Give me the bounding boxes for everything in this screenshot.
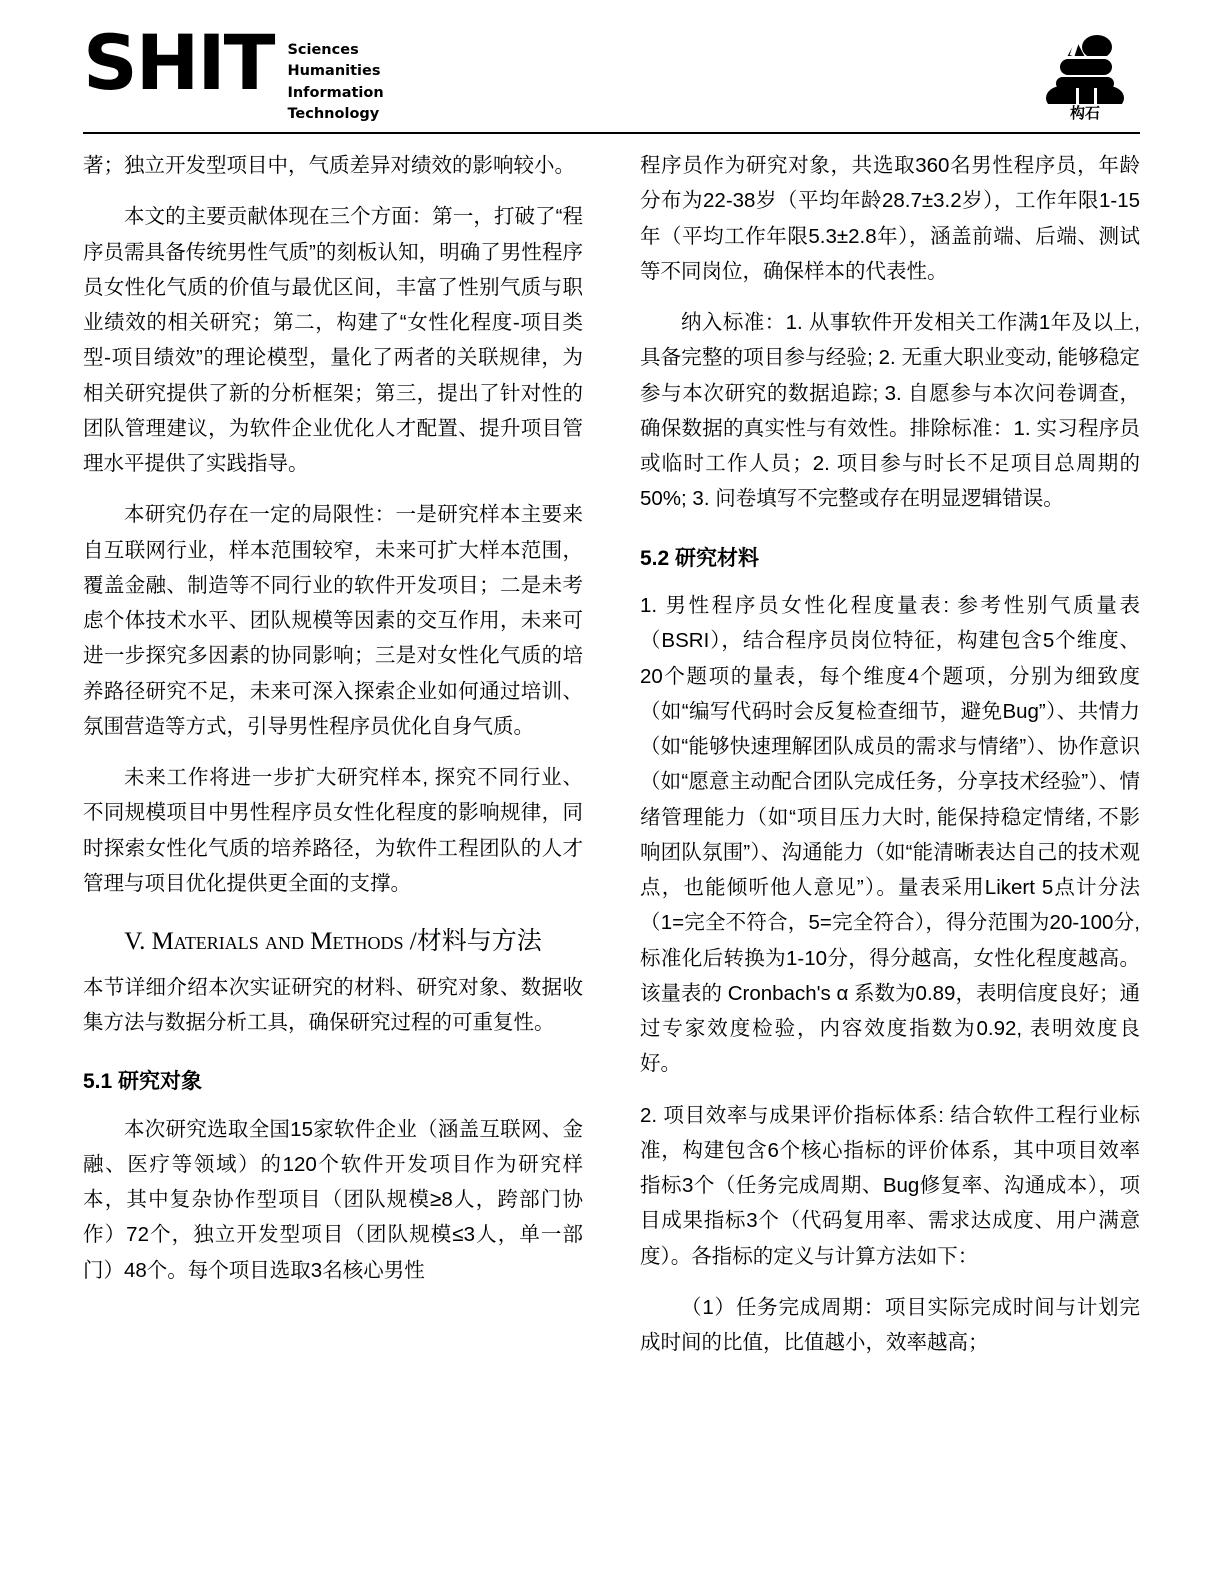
paragraph-subjects-continued: 程序员作为研究对象，共选取360名男性程序员，年龄分布为22-38岁（平均年龄28.7±3.2岁），工作年限1-15年（平均工作年限5.3±2.8年），涵盖前端、后端、测试等不同岗位，确保样本的代表性。 [640, 154, 1140, 283]
journal-logo-subtitle [287, 40, 383, 125]
journal-logo [83, 18, 384, 125]
logo-subtitle-line-1: Sciences [287, 42, 359, 58]
right-column [640, 148, 1140, 1548]
header-divider [83, 132, 1140, 134]
subsection-heading-5-2: 5.2 研究材料 [640, 546, 760, 570]
paragraph-future-work: 未来工作将进一步扩大研究样本, 探究不同行业、不同规模项目中男性程序员女性化程度的影响规律，同时探索女性化气质的培养路径，为软件工程团队的人才管理与项目优化提供更全面的支撑。 [83, 766, 583, 895]
paragraph-contributions: 本文的主要贡献体现在三个方面：第一，打破了“程序员需具备传统男性气质”的刻板认知，明确了男性程序员女性化气质的价值与最优区间，丰富了性别气质与职业绩效的相关研究；第二，构建了“女性化程度-项目类型-项目绩效”的理论模型，量化了两者的关联规律，为相关研究提供了新的分析框架；第三，提出了针对性的团队管理建议，为软件企业优化人才配置、提升项目管理水平提供了实践指导。 [83, 205, 583, 475]
publisher-mark [1030, 32, 1140, 121]
paragraph-limitations: 本研究仍存在一定的局限性：一是研究样本主要来自互联网行业，样本范围较窄，未来可扩大样本范围，覆盖金融、制造等不同行业的软件开发项目；二是未考虑个体技术水平、团队规模等因素的交互作用，未来可进一步探究多因素的协同影响；三是对女性化气质的培养路径研究不足，未来可深入探索企业如何通过培训、氛围营造等方式，引导男性程序员优化自身气质。 [83, 503, 583, 738]
paragraph-material-indicators: 2. 项目效率与成果评价指标体系: 结合软件工程行业标准，构建包含6个核心指标的评价体系，其中项目效率指标3个（任务完成周期、Bug修复率、沟通成本），项目成果指标3个（代码复用率、需求达成度、用户满意度）。各指标的定义与计算方法如下： [640, 1103, 1140, 1268]
two-column-body [83, 148, 1140, 1548]
section-heading-materials-and-methods: V. Materials and Methods /材料与方法 [124, 928, 542, 955]
paragraph-study-subjects: 本次研究选取全国15家软件企业（涵盖互联网、金融、医疗等领域）的120个软件开发项目作为研究样本，其中复杂协作型项目（团队规模≥8人，跨部门协作）72个，独立开发型项目（团队规模≤3人，单一部门）48个。每个项目选取3名核心男性 [83, 1117, 583, 1282]
logo-subtitle-line-2: Humanities [287, 63, 381, 80]
journal-logo-wordmark: SHIT [83, 18, 274, 107]
publisher-mark-label: 构石 [1069, 104, 1100, 122]
left-column [83, 148, 583, 1548]
subsection-heading-5-1: 5.1 研究对象 [83, 1070, 203, 1093]
stacked-stones-icon [1042, 32, 1128, 104]
paragraph-inclusion-exclusion-criteria: 纳入标准：1. 从事软件开发相关工作满1年及以上, 具备完整的项目参与经验; 2. 无重大职业变动, 能够稳定参与本次研究的数据追踪; 3. 自愿参与本次问卷调查，确保数据的真实性与有效性。排除标准：1. 实习程序员或临时工作人员；2. 项目参与时长不足项目总周期的50%; 3. 问卷填写不完整或存在明显逻辑错误。 [640, 311, 1140, 511]
logo-subtitle-line-4: Technology [287, 105, 380, 122]
paragraph-material-scale: 1. 男性程序员女性化程度量表: 参考性别气质量表（BSRI），结合程序员岗位特征，构建包含5个维度、20个题项的量表，每个维度4个题项，分别为细致度（如“编写代码时会反复检查细节，避免Bug”）、共情力（如“能够快速理解团队成员的需求与情绪”）、协作意识（如“愿意主动配合团队完成任务，分享技术经验”）、情绪管理能力（如“项目压力大时, 能保持稳定情绪, 不影响团队氛围”）、沟通能力（如“能清晰表达自己的技术观点，也能倾听他人意见”）。量表采用Likert 5点计分法（1=完全不符合，5=完全符合），得分范围为20-100分, 标准化后转换为1-10分，得分越高，女性化程度越高。该量表的 Cronbach's α 系数为0.89，表明信度良好；通过专家效度检验，内容效度指数为0.92, 表明效度良好。 [640, 594, 1140, 1076]
logo-subtitle-line-3: Information [287, 84, 384, 101]
page-header [83, 18, 1140, 123]
paragraph-section-intro: 本节详细介绍本次实证研究的材料、研究对象、数据收集方法与数据分析工具，确保研究过程的可重复性。 [83, 975, 583, 1034]
paragraph-indicator-task-cycle: （1）任务完成周期：项目实际完成时间与计划完成时间的比值，比值越小，效率越高； [640, 1295, 1140, 1354]
paragraph-continued: 著；独立开发型项目中，气质差异对绩效的影响较小。 [83, 154, 575, 177]
